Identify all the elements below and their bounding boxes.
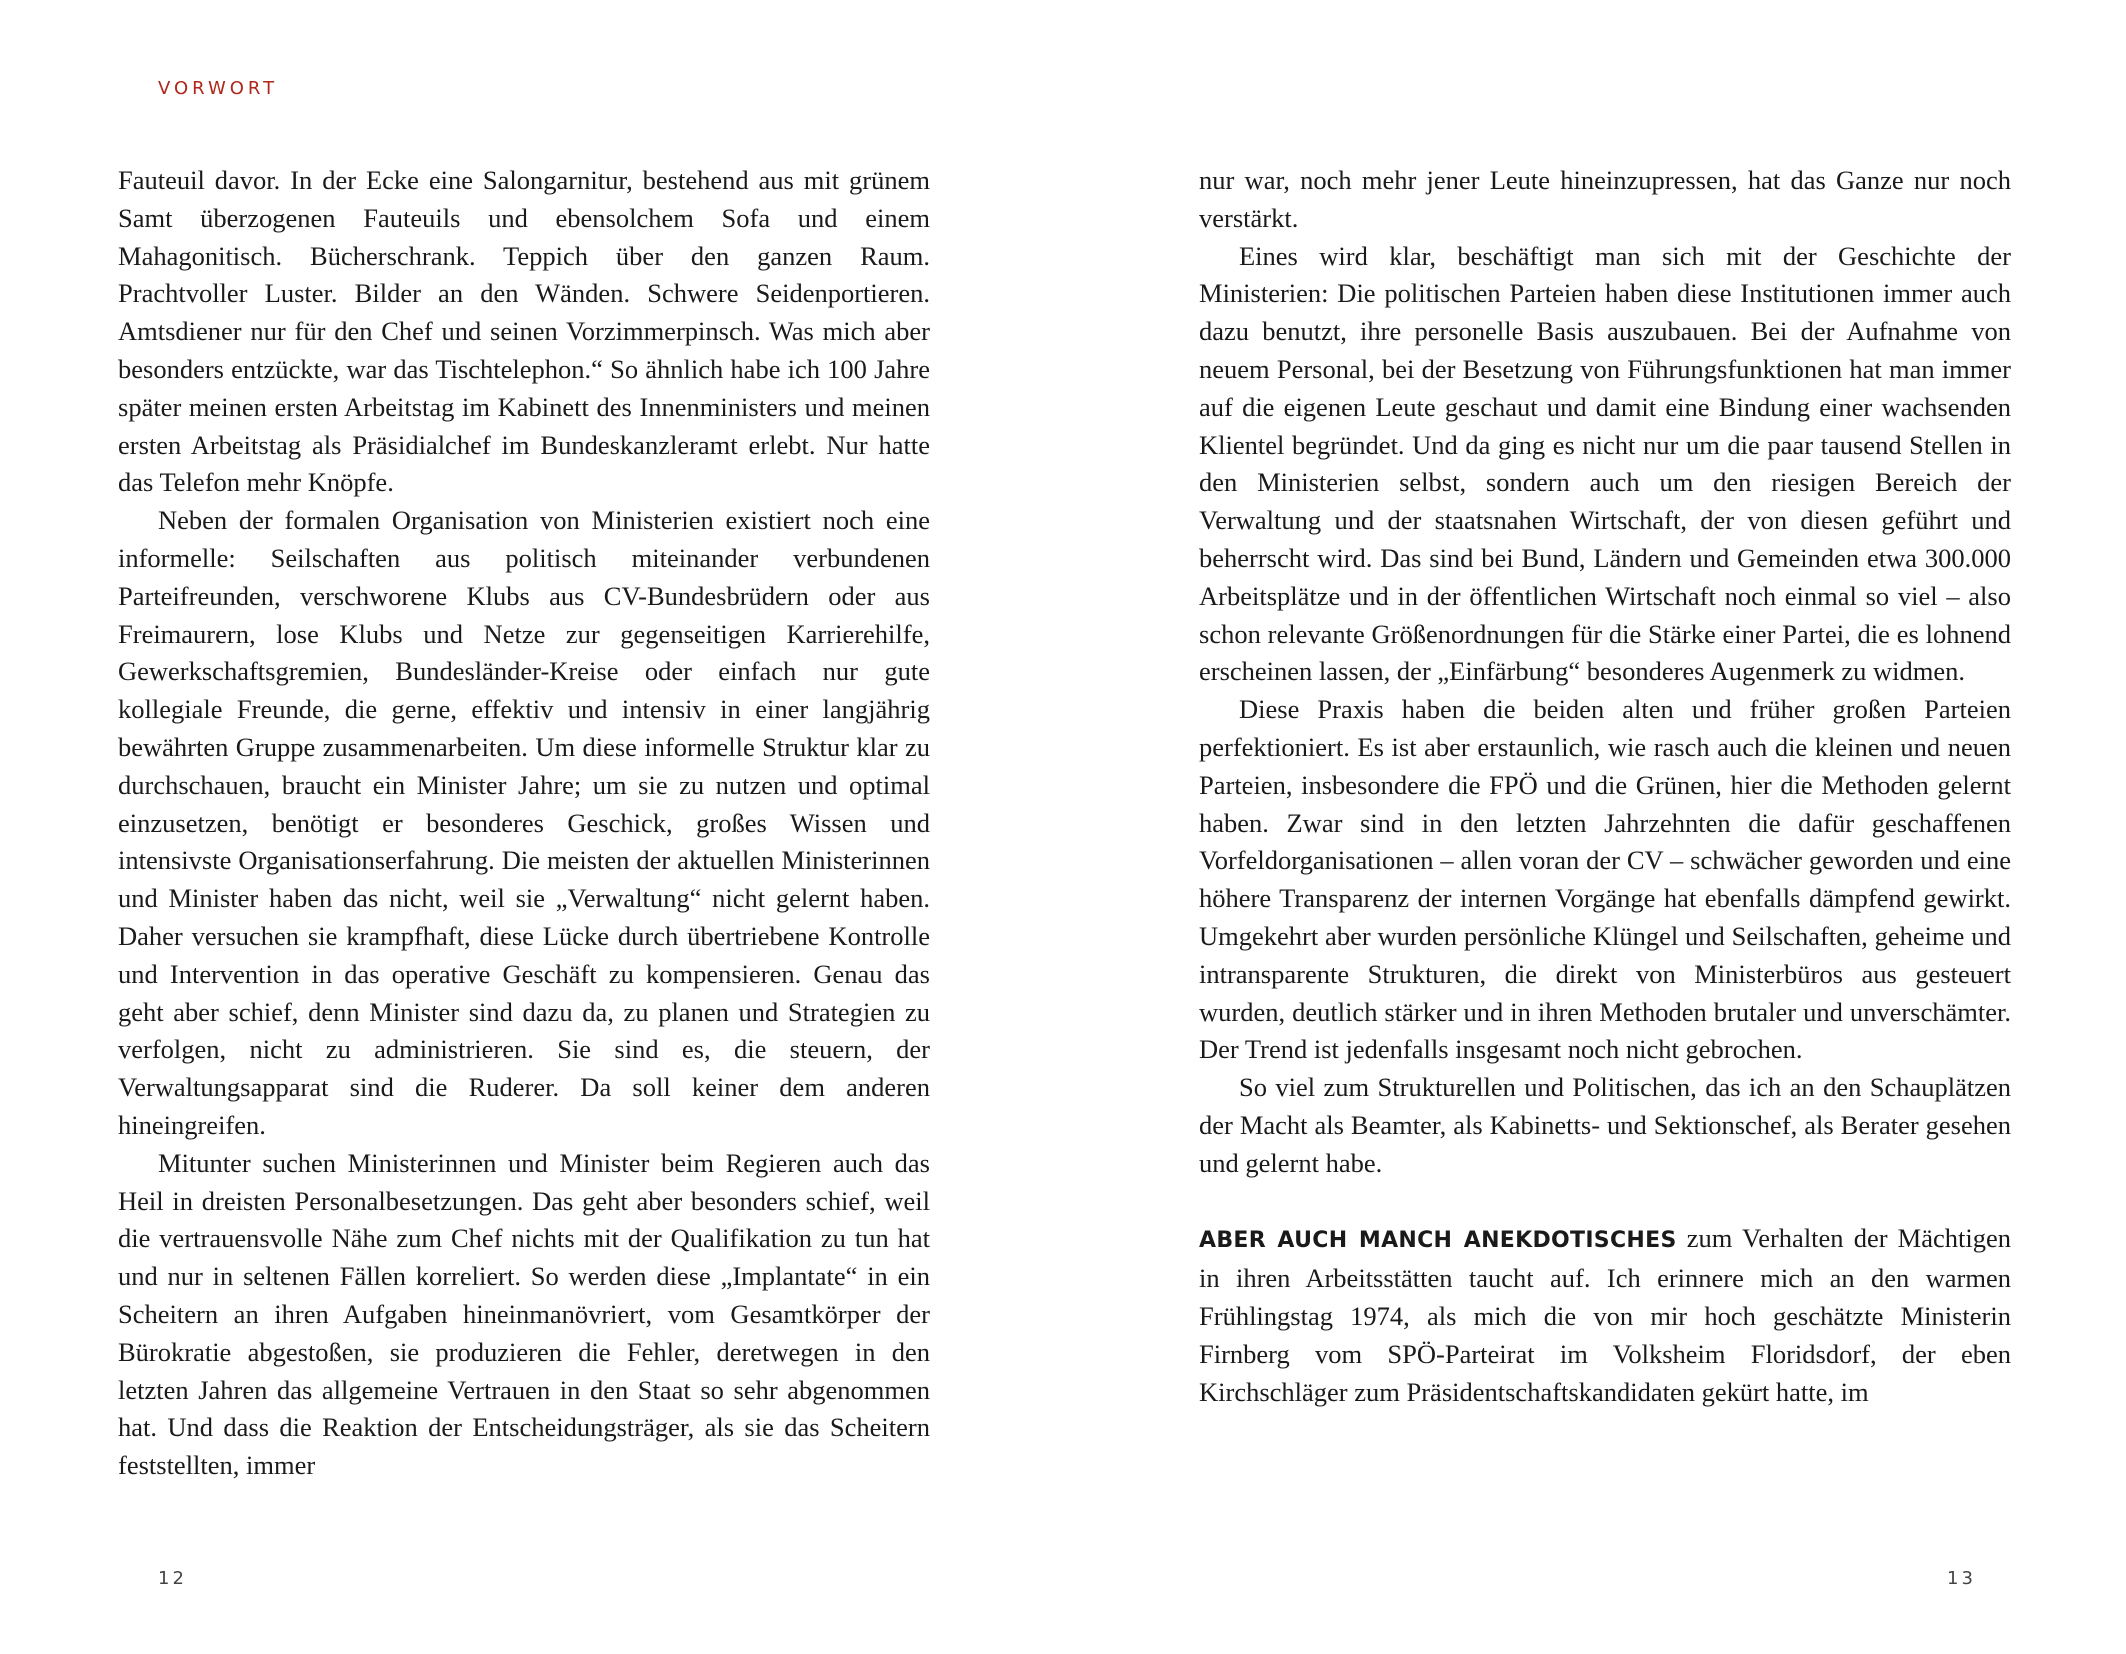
right-page-text [1199,162,2011,1411]
running-head: VORWORT [158,78,279,99]
paragraph: Fauteuil davor. In der Ecke eine Salongarnitur, bestehend aus mit grünem Samt überzogenen Fauteuils und ebensolchem Sofa und einem Mahagonitisch. Bücherschrank. Teppich über den ganzen Raum. Prachtvoller Luster. Bilder an den Wänden. Schwere Seidenportieren. Amtsdiener nur für den Chef und seinen Vorzimmerpinsch. Was mich aber besonders entzückte, war das Tischtelephon.“ So ähnlich habe ich 100 Jahre später meinen ersten Arbeitstag im Kabinett des Innenministers und meinen ersten Arbeitstag als Präsidialchef im Bundeskanzleramt erlebt. Nur hatte das Telefon mehr Knöpfe. [118,165,930,498]
section-text: zum Verhalten der Mächtigen in ihren Arbeitsstätten taucht auf. Ich erinnere mich an den warmen Frühlingstag 1974, als mich die von mir hoch geschätzte Ministerin Firnberg vom SPÖ-Parteirat im Volksheim Floridsdorf, der eben Kirchschläger zum Präsidentschaftskandidaten gekürt hatte, im [1199,1223,2011,1407]
page-number-left: 12 [158,1568,187,1589]
paragraph: nur war, noch mehr jener Leute hineinzupressen, hat das Ganze nur noch verstärkt. [1199,165,2011,233]
paragraph: Mitunter suchen Ministerinnen und Minister beim Regieren auch das Heil in dreisten Personalbesetzungen. Das geht aber besonders schief, weil die vertrauensvolle Nähe zum Chef nichts mit der Qualifikation zu tun hat und nur in seltenen Fällen korreliert. So werden diese „Implantate“ in ein Scheitern an ihren Aufgaben hineinmanövriert, vom Gesamtkörper der Bürokratie abgestoßen, sie produzieren die Fehler, deretwegen in den letzten Jahren das allgemeine Vertrauen in den Staat so sehr abgenommen hat. Und dass die Reaktion der Entscheidungsträger, als sie das Scheitern feststellten, immer [118,1147,930,1481]
section-paragraph [1199,1220,2011,1411]
paragraph: Eines wird klar, beschäftigt man sich mit der Geschichte der Ministerien: Die politischen Parteien haben diese Institutionen immer auch dazu benutzt, ihre personelle Basis auszubauen. Bei der Aufnahme von neuem Personal, bei der Besetzung von Führungsfunktionen hat man immer auf die eigenen Leute geschaut und damit eine Bindung einer wachsenden Klientel begründet. Und da ging es nicht nur um die paar tausend Stellen in den Ministerien selbst, sondern auch um den riesigen Bereich der Verwaltung und der staatsnahen Wirtschaft, der von diesen geführt und beherrscht wird. Das sind bei Bund, Ländern und Gemeinden etwa 300.000 Arbeitsplätze und in der öffentlichen Wirtschaft noch einmal so viel – also schon relevante Größenordnungen für die Stärke einer Partei, die es lohnend erscheinen lassen, der „Einfärbung“ besonderes Augenmerk zu widmen. [1199,240,2011,687]
paragraph: So viel zum Strukturellen und Politischen, das ich an den Schauplätzen der Macht als Beamter, als Kabinetts- und Sektionschef, als Berater gesehen und gelernt habe. [1199,1072,2011,1178]
page-number-right: 13 [1947,1568,1976,1589]
left-page-text [118,162,930,1485]
section-lead: ABER AUCH MANCH ANEKDOTISCHES [1199,1228,1677,1254]
paragraph: Neben der formalen Organisation von Ministerien existiert noch eine informelle: Seilschaften aus politisch miteinander verbundenen Parteifreunden, verschworene Klubs aus CV-Bundesbrüdern oder aus Freimaurern, lose Klubs und Netze zur gegenseitigen Karrierehilfe, Gewerkschaftsgremien, Bundesländer-Kreise oder einfach nur gute kollegiale Freunde, die gerne, effektiv und intensiv in einer langjährig bewährten Gruppe zusammenarbeiten. Um diese informelle Struktur klar zu durchschauen, braucht ein Minister Jahre; um sie zu nutzen und optimal einzusetzen, benötigt er besonderes Geschick, großes Wissen und intensivste Organisationserfahrung. Die meisten der aktuellen Ministerinnen und Minister haben das nicht, weil sie „Verwaltung“ nicht gelernt haben. Daher versuchen sie krampfhaft, diese Lücke durch übertriebene Kontrolle und Intervention in das operative Geschäft zu kompensieren. Genau das geht aber schief, denn Minister sind dazu da, zu planen und Strategien zu verfolgen, nicht zu administrieren. Sie sind es, die steuern, der Verwaltungsapparat sind die Ruderer. Da soll keiner dem anderen hineingreifen. [118,505,930,1140]
paragraph: Diese Praxis haben die beiden alten und früher großen Parteien perfektioniert. Es ist aber erstaunlich, wie rasch auch die kleinen und neuen Parteien, insbesondere die FPÖ und die Grünen, hier die Methoden gelernt haben. Zwar sind in den letzten Jahrzehnten die dafür geschaffenen Vorfeldorganisationen – allen voran der CV – schwächer geworden und eine höhere Transparenz der internen Vorgänge hat ebenfalls dämpfend gewirkt. Umgekehrt aber wurden persönliche Klüngel und Seilschaften, geheime und intransparente Strukturen, die direkt von Ministerbüros aus gesteuert wurden, deutlich stärker und in ihren Methoden brutaler und unverschämter. Der Trend ist jedenfalls insgesamt noch nicht gebrochen. [1199,694,2011,1065]
